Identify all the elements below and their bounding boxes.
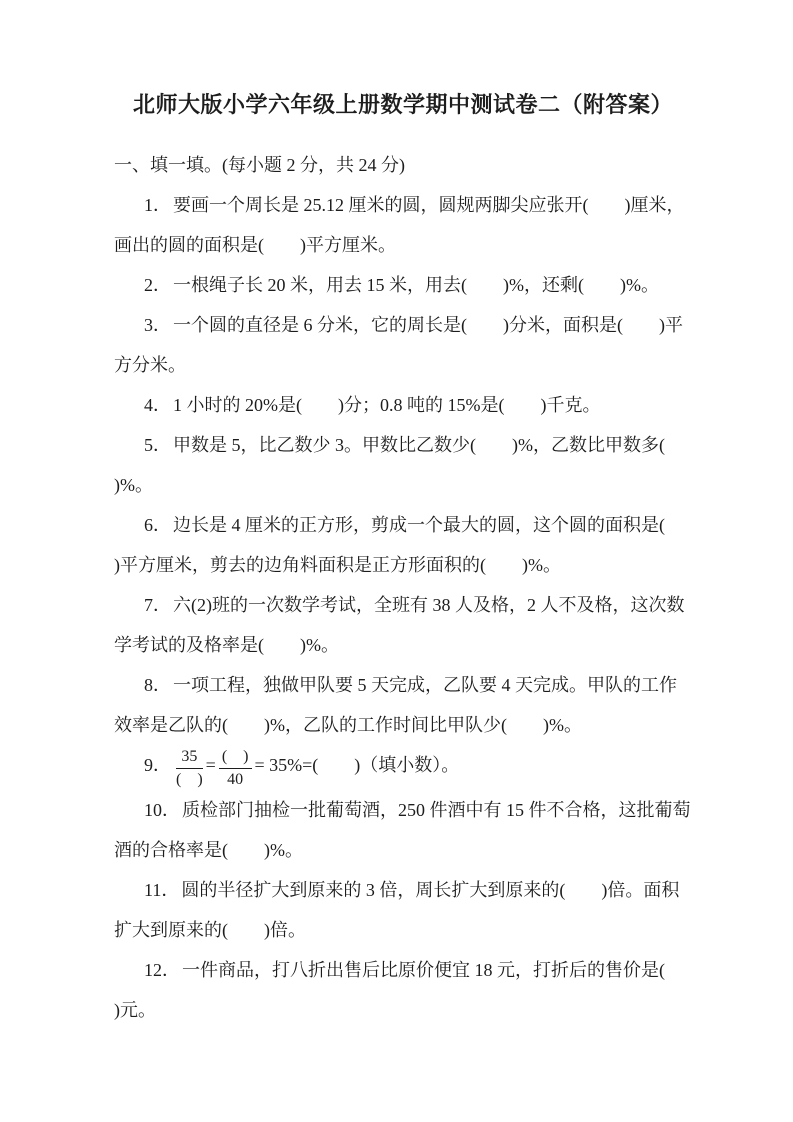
question-text: 一个圆的直径是 6 分米，它的周长是( )分米，面积是( )平方分米。: [114, 315, 683, 375]
question-number: 8．: [144, 675, 171, 695]
fraction-denominator-blank: ( ): [176, 771, 203, 788]
question-number: 1．: [144, 195, 171, 215]
question-text: = 35%=( )（填小数）。: [254, 755, 460, 775]
question-3: [114, 305, 692, 385]
question-text: 六(2)班的一次数学考试，全班有 38 人及格，2 人不及格，这次数学考试的及格率是( )%。: [114, 595, 685, 655]
page-title: 北师大版小学六年级上册数学期中测试卷二（附答案）: [132, 92, 673, 117]
question-1: [114, 185, 692, 265]
fraction-second: [219, 747, 252, 790]
question-text: 一件商品，打八折出售后比原价便宜 18 元，打折后的售价是( )元。: [114, 960, 701, 1020]
fraction-numerator: 35: [176, 747, 203, 769]
question-text: 1 小时的 20%是( )分；0.8 吨的 15%是( )千克。: [173, 395, 601, 415]
question-2: [114, 265, 692, 305]
question-number: 3．: [144, 315, 171, 335]
question-text: 甲数是 5，比乙数少 3。甲数比乙数少( )%，乙数比甲数多( )%。: [114, 435, 701, 495]
question-number: 6．: [144, 515, 171, 535]
question-text: 一根绳子长 20 米，用去 15 米，用去( )%，还剩( )%。: [173, 275, 659, 295]
question-number: 11．: [144, 880, 180, 900]
equals-sign: =: [205, 755, 216, 775]
question-8: [114, 665, 692, 745]
question-number: 10．: [144, 800, 180, 820]
fraction-first: [176, 747, 203, 790]
question-7: [114, 585, 692, 665]
question-text: 边长是 4 厘米的正方形，剪成一个最大的圆，这个圆的面积是( )平方厘米，剪去的边角料面积是正方形面积的( )%。: [114, 515, 701, 575]
question-number: 2．: [144, 275, 171, 295]
question-number: 9．: [144, 755, 171, 775]
question-5: [114, 425, 701, 505]
question-6: [114, 505, 701, 585]
question-text: 一项工程，独做甲队要 5 天完成，乙队要 4 天完成。甲队的工作效率是乙队的( )%，乙队的工作时间比甲队少( )%。: [114, 675, 677, 735]
fraction-denominator: 40: [227, 771, 244, 788]
document-content: [114, 88, 701, 1030]
question-number: 4．: [144, 395, 171, 415]
question-number: 7．: [144, 595, 171, 615]
question-11: [114, 870, 692, 950]
question-number: 12．: [144, 960, 180, 980]
question-number: 5．: [144, 435, 171, 455]
question-9: [114, 745, 692, 790]
question-4: [114, 385, 692, 425]
question-10: [114, 790, 692, 870]
question-12: [114, 950, 701, 1030]
section-heading: 一、填一填。(每小题 2 分，共 24 分): [114, 155, 405, 175]
question-text: 质检部门抽检一批葡萄酒，250 件酒中有 15 件不合格，这批葡萄酒的合格率是( )%。: [114, 800, 691, 860]
question-text: 圆的半径扩大到原来的 3 倍，周长扩大到原来的( )倍。面积扩大到原来的( )倍。: [114, 880, 680, 940]
fraction-numerator-blank: ( ): [219, 747, 252, 769]
question-text: 要画一个周长是 25.12 厘米的圆，圆规两脚尖应张开( )厘米，画出的圆的面积是( )平方厘米。: [114, 195, 685, 255]
